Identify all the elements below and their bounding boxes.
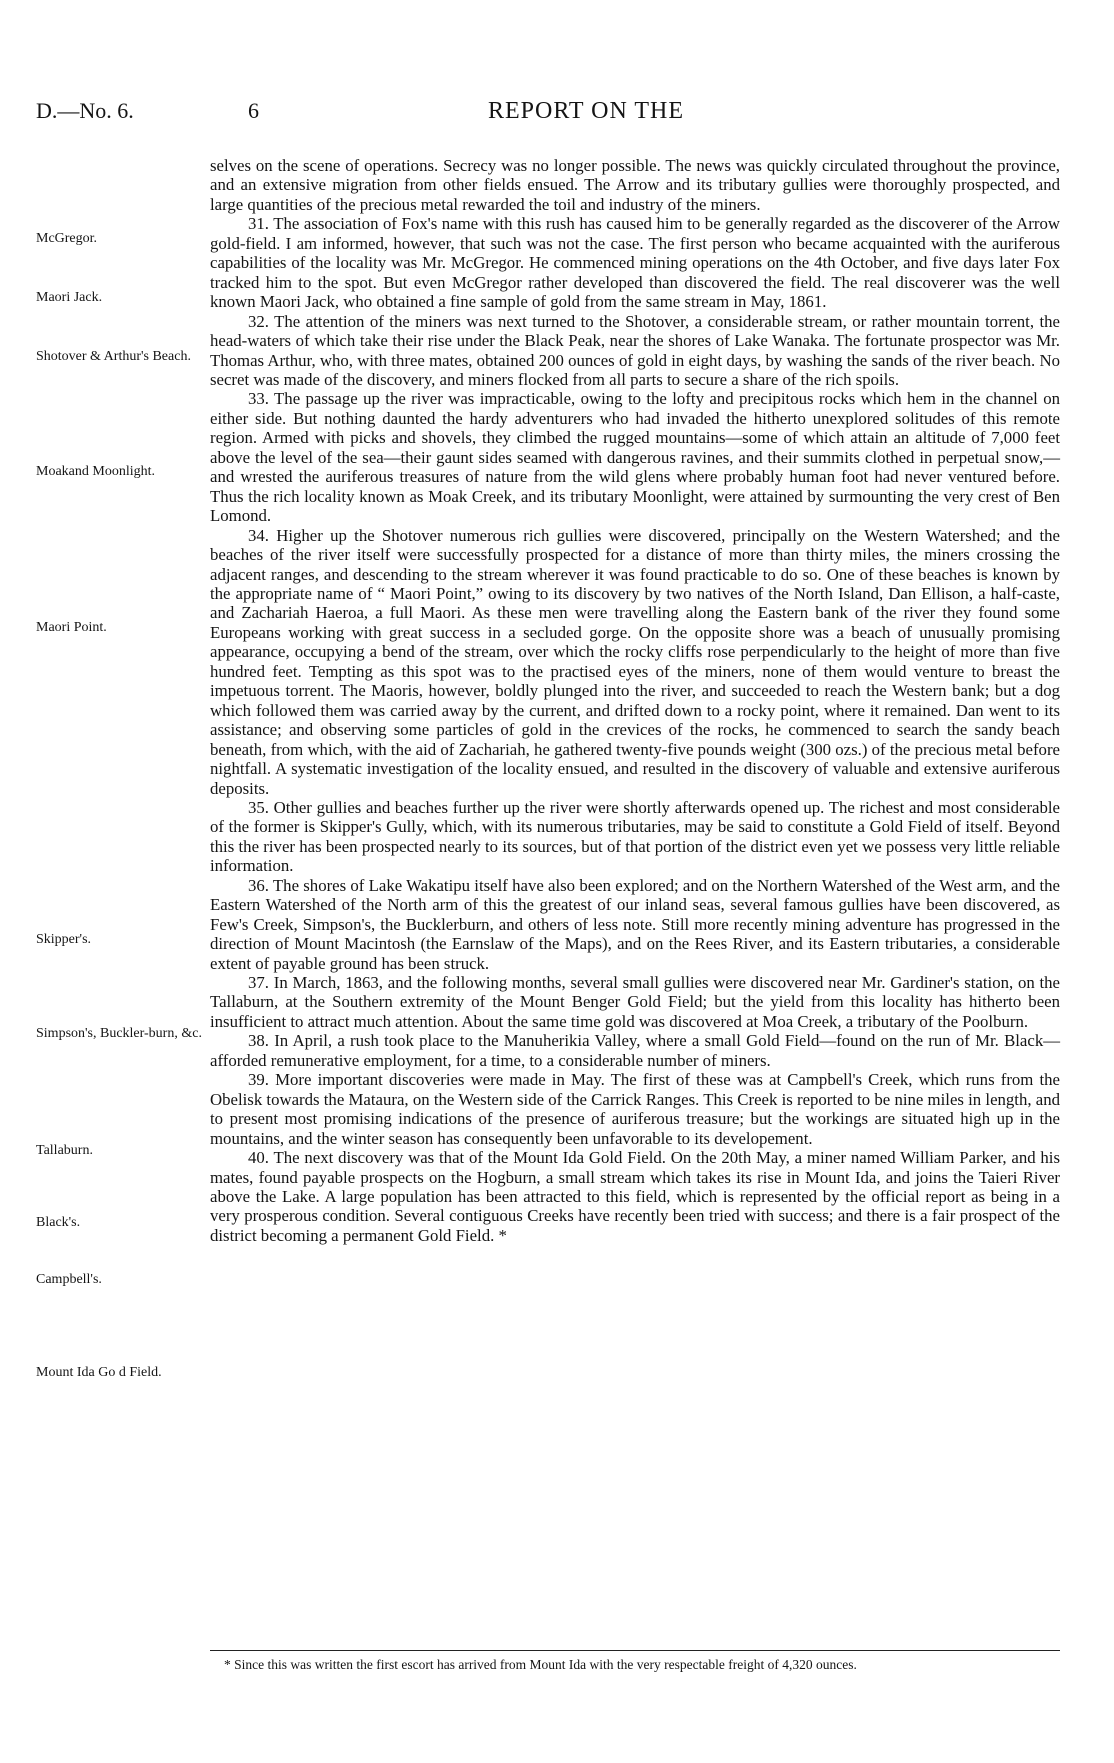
paragraph-40: 40. The next discovery was that of the Mount Ida Gold Field. On the 20th May, a miner named William Parker, and his mates, found payable prospects on the Hogburn, a small stream which takes its rise in Mount Ida, and joins the Taieri River above the Lake. A large population has been attracted to this field, which is represented by the official report as being in a very prosperous condition. Several contiguous Creeks have recently been tried with success; and there is a fair prospect of the district becoming a permanent Gold Field. * [210,1148,1060,1245]
margin-note-shotover: Shotover & Arthur's Beach. [36,349,191,364]
margin-note-skippers: Skipper's. [36,932,92,947]
paragraph-37: 37. In March, 1863, and the following months, several small gullies were discovered near Mr. Gardiner's station, on the Tallaburn, at the Southern extremity of the Mount Benger Gold Field; but the yield from this locality has hitherto been insufficient to attract much attention. About the same time gold was discovered at Moa Creek, a tributary of the Poolburn. [210,973,1060,1031]
main-text [210,156,1060,1245]
paragraph-33: 33. The passage up the river was impracticable, owing to the lofty and precipitous rocks which hem in the channel on either side. But nothing daunted the hardy adventurers who had invaded the hitherto unexplored solitudes of this remote region. Armed with picks and shovels, they climbed the rugged mountains—some of which attain an altitude of 7,000 feet above the level of the sea—their gaunt sides seamed with dangerous ravines, and their summits clothed in perpetual snow,—and wrested the auriferous treasures of nature from the wild glens where probably human foot had never ventured before. Thus the rich locality known as Moak Creek, and its tributary Moonlight, were attained by surmounting the very crest of Ben Lomond. [210,389,1060,526]
margin-note-mount-ida: Mount Ida Go d Field. [36,1365,162,1380]
paragraph-36: 36. The shores of Lake Wakatipu itself have also been explored; and on the Northern Watershed of the West arm, and the Eastern Watershed of the North arm of this the greatest of our inland seas, several famous gullies have been discovered, as Few's Creek, Simpson's, the Bucklerburn, and others of less note. Still more recently mining adventure has progressed in the direction of Mount Macintosh (the Earnslaw of the Maps), and on the Rees River, and its Eastern tributaries, a considerable extent of payable ground has been struck. [210,875,1060,973]
margin-note-campbells: Campbell's. [36,1272,102,1287]
margin-note-maori-point: Maori Point. [36,620,107,635]
paragraph-31: 31. The association of Fox's name with this rush has caused him to be generally regarded as the discoverer of the Arrow gold-field. I am informed, however, that such was not the case. The first person who became acquainted with the auriferous capabilities of the locality was Mr. McGregor. He commenced mining operations on the 4th October, and five days later Fox tracked him to the spot. But even McGregor rather developed than discovered the field. The real discoverer was the well known Maori Jack, who obtained a fine sample of gold from the same stream in May, 1861. [210,214,1060,312]
paragraph-35: 35. Other gullies and beaches further up the river were shortly afterwards opened up. The richest and most considerable of the former is Skipper's Gully, which, with its numerous tributaries, may be said to constitute a Gold Field of itself. Beyond this the river has been prospected nearly to its sources, but of that portion of the district even yet we possess very little reliable information. [210,797,1060,876]
margin-note-tallaburn: Tallaburn. [36,1143,93,1158]
margin-note-maori-jack: Maori Jack. [36,290,103,305]
page-number: 6 [248,98,259,123]
margin-note-simpsons: Simpson's, Buckler-burn, &c. [36,1026,202,1041]
paragraph-39: 39. More important discoveries were made in May. The first of these was at Campbell's Creek, which runs from the Obelisk towards the Mataura, on the Western side of the Carrick Ranges. This Creek is reported to be nine miles in length, and to present most promising indications of the presence of auriferous treasure; but the workings are situated high up in the mountains, and the winter season has consequently been unfavorable to its developement. [210,1070,1060,1148]
footnote-divider [210,1650,1060,1651]
page-header [36,98,1076,138]
document-reference: D.—No. 6. [36,98,134,123]
page-title: REPORT ON THE [487,98,685,124]
margin-note-blacks: Black's. [36,1215,81,1230]
paragraph-32: 32. The attention of the miners was next turned to the Shotover, a considerable stream, or rather mountain torrent, the head-waters of which take their rise under the Black Peak, near the shores of Lake Wanaka. The fortunate prospector was Mr. Thomas Arthur, who, with three mates, obtained 200 ounces of gold in eight days, by washing the sands of the river beach. No secret was made of the discovery, and miners flocked from all parts to secure a share of the rich spoils. [210,311,1060,389]
paragraph-34: 34. Higher up the Shotover numerous rich gullies were discovered, principally on the Western Watershed; and the beaches of the river itself were successfully prospected for a distance of more than thirty miles, the miners crossing the adjacent ranges, and descending to the stream wherever it was found practicable to do so. One of these beaches is known by the appropriate name of “ Maori Point,” owing to its discovery by two natives of the North Island, Dan Ellison, a half-caste, and Zachariah Haeroa, a full Maori. As these men were travelling along the Eastern bank of the river they found some Europeans working with great success in a secluded gorge. On the opposite shore was a beach of unusually promising appearance, occupying a bend of the stream, over which the rocky cliffs rose perpendicularly to the height of more than five hundred feet. Tempting as this spot was to the practised eyes of the miners, none of them would venture to breast the impetuous torrent. The Maoris, however, boldly plunged into the river, and succeeded to reach the Western bank; but a dog which followed them was carried away by the current, and drifted down to a rocky point, where it remained. Dan went to its assistance; and observing some particles of gold in the crevices of the rocks, he commenced to search the sandy beach beneath, from which, with the aid of Zachariah, he gathered twenty-five pounds weight (300 ozs.) of the precious metal before nightfall. A systematic investigation of the locality ensued, and resulted in the discovery of valuable and extensive auriferous deposits. [210,525,1060,798]
margin-note-moak: Moakand Moonlight. [36,464,155,479]
margin-note-mcgregor: McGregor. [36,231,98,246]
paragraph-30-continued: selves on the scene of operations. Secrecy was no longer possible. The news was quickly circulated throughout the province, and an extensive migration from other fields ensued. The Arrow and its tributary gullies were thoroughly prospected, and large quantities of the precious metal rewarded the toil and industry of the miners. [210,156,1060,214]
paragraph-38: 38. In April, a rush took place to the Manuherikia Valley, where a small Gold Field—found on the run of Mr. Black—afforded remunerative employment, for a time, to a considerable number of miners. [210,1031,1060,1070]
footnote: * Since this was written the first escort has arrived from Mount Ida with the very respectable freight of 4,320 ounces. [224,1657,857,1672]
